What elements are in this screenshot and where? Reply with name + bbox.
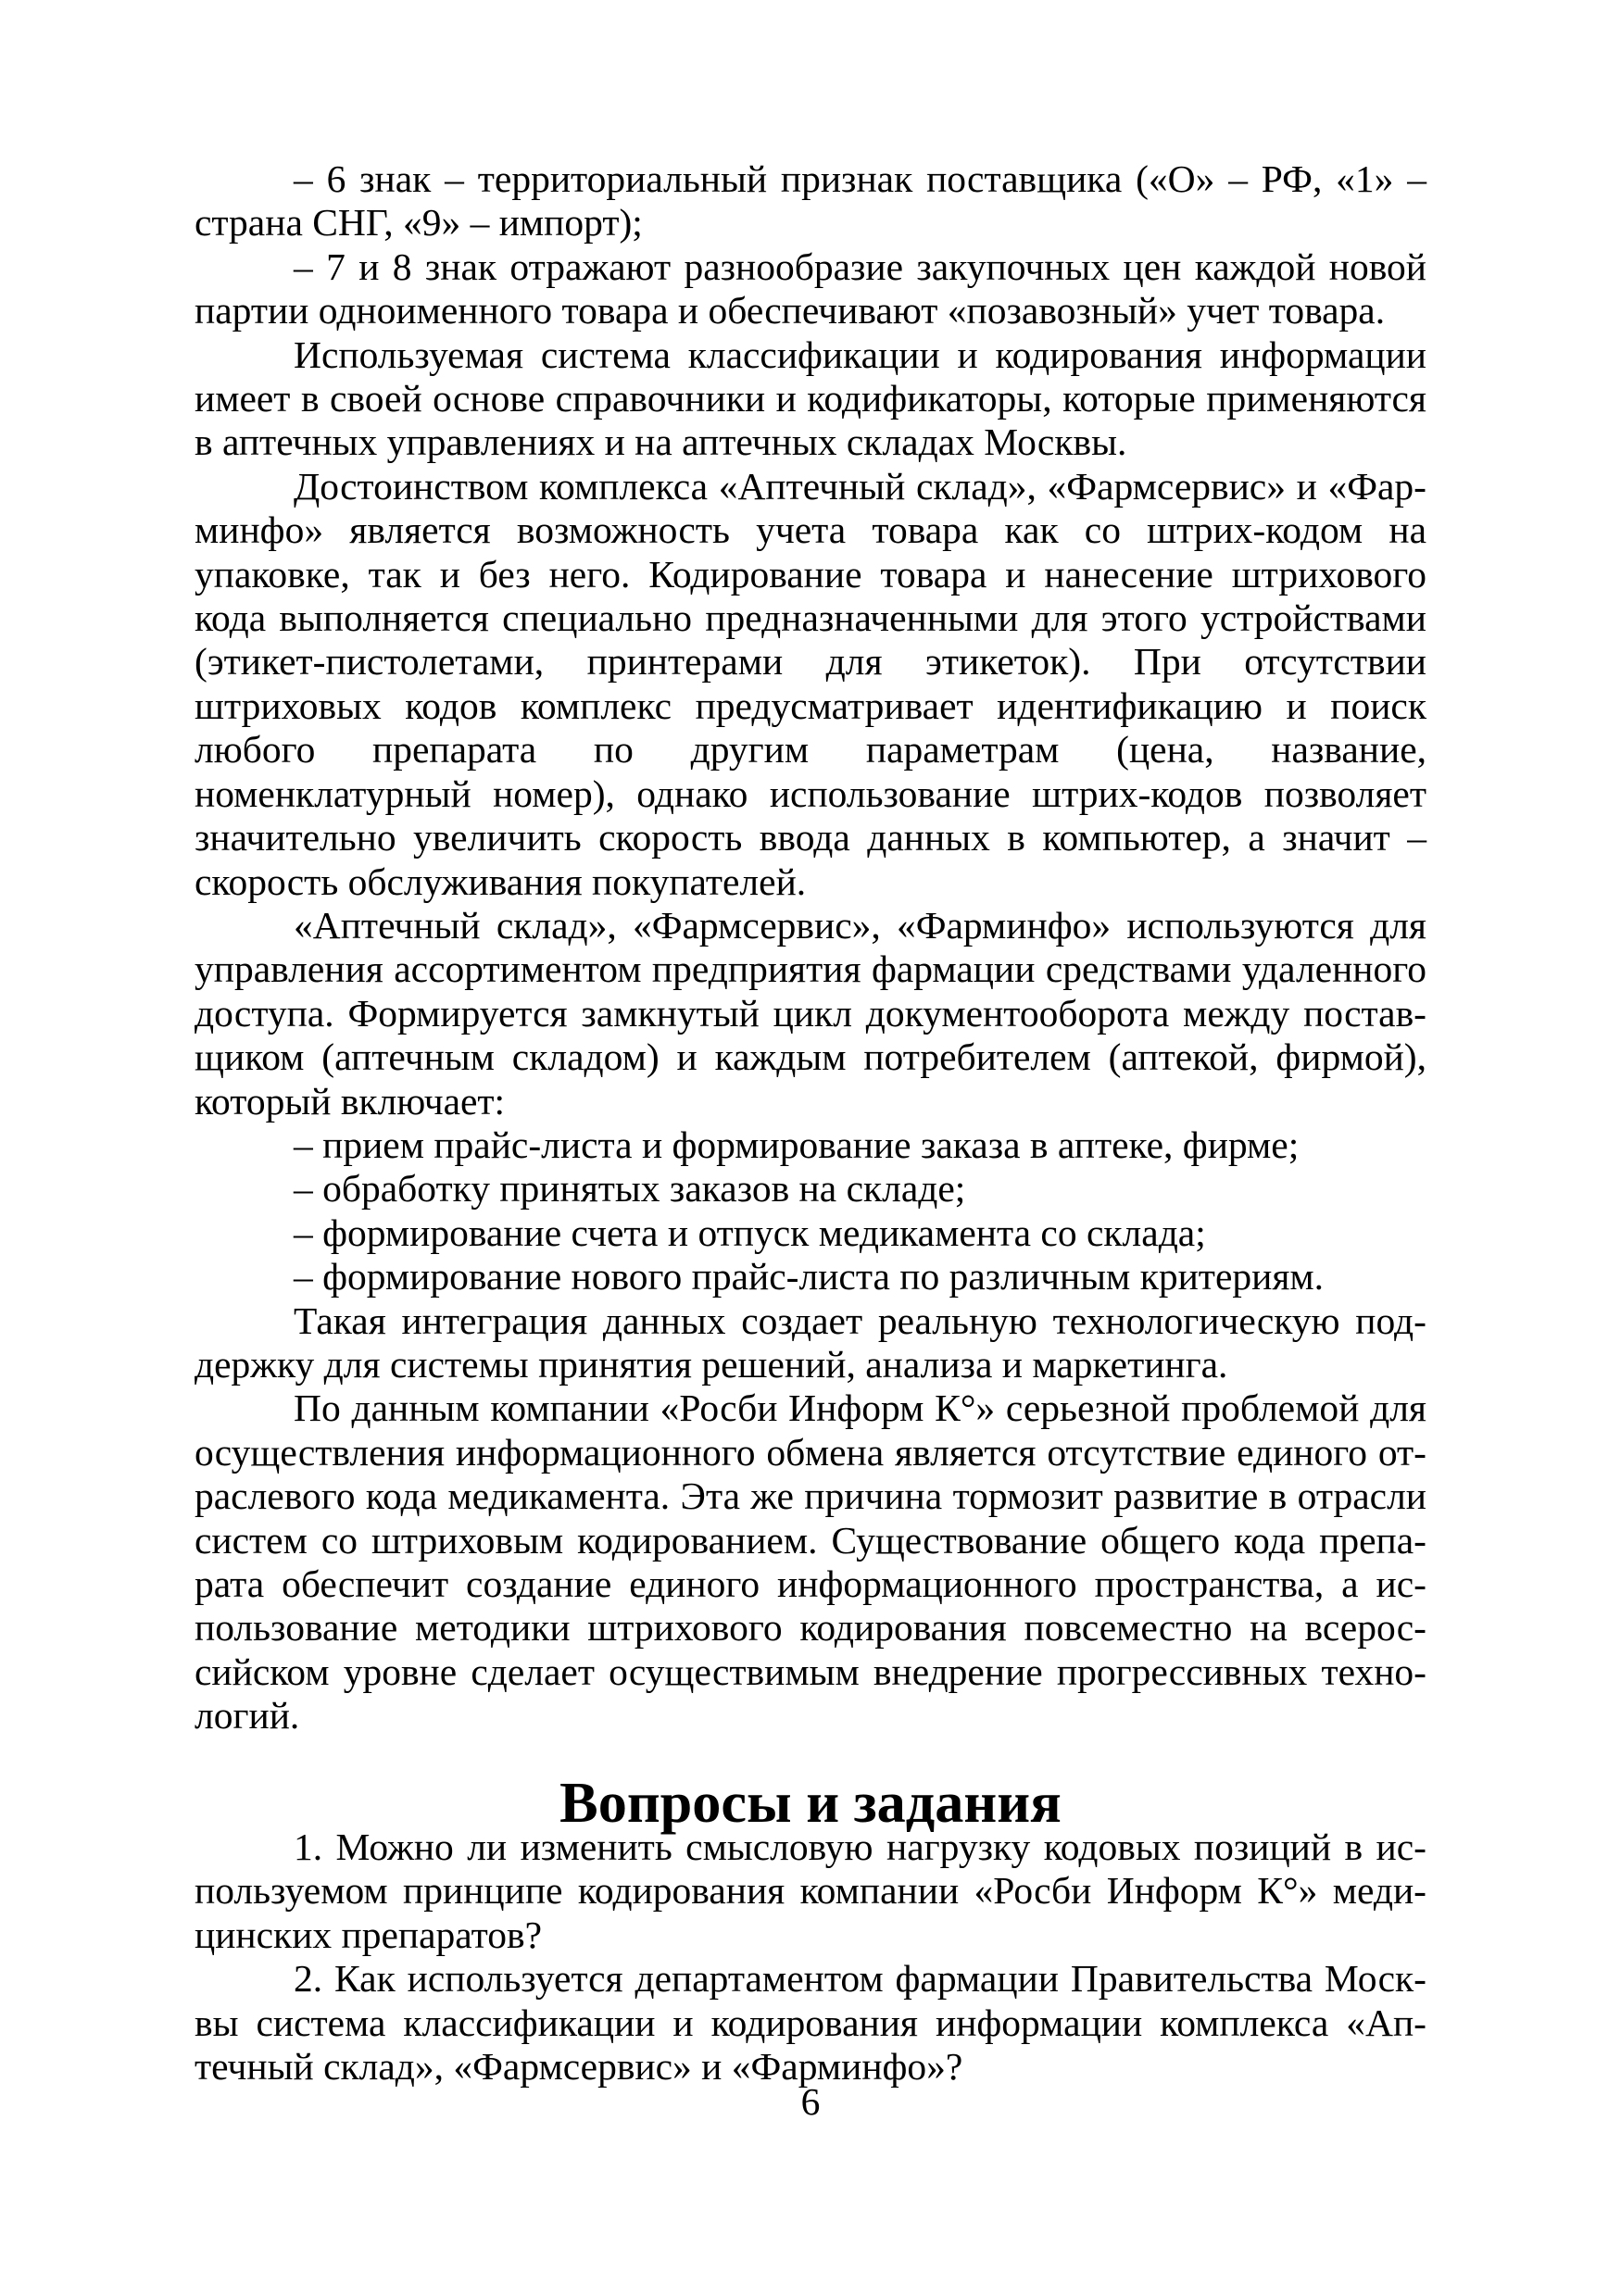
list-item-order-processing: – обработку принятых заказов на складе; <box>294 1167 966 1211</box>
question-2: 2. Как используется департаментом фармации Правительства Москвы система классификации и кодирования информации комплекса «Аптечный склад», «Фармсервис» и «Фарминфо»? <box>195 1957 1426 2089</box>
list-item-new-price-list: – формирование нового прайс-листа по различным критериям. <box>294 1255 1325 1299</box>
list-item-invoice: – формирование счета и отпуск медикамента со склада; <box>294 1211 1206 1254</box>
paragraph-assortment-management: «Аптечный склад», «Фармсервис», «Фарминфо» используются для управления ассортиментом предприятия фармации средствами удаленного доступа. Формируется замкнутый цикл документооборота между поставщиком (аптечным складом) и каждым потребителем (аптекой, фирмой), который включает: <box>195 903 1426 1123</box>
paragraph-complex-advantages: Достоинством комплекса «Аптечный склад», «Фармсервис» и «Фарминфо» является возможность учета товара как со штрих-кодом на упаковке, так и без него. Кодирование товара и нанесение штрихового кода выполняется специально предназначенными для этого устройствами (этикет-пистолетами, принтерами для этикеток). При отсутствии штриховых кодов комплекс предусматривает идентификацию и поиск любого препарата по другим параметрам (цена, название, номенклатурный номер), однако использование штрих-кодов позволяет значительно увеличить скорость ввода данных в компьютер, а значит – скорость обслуживания покупателей. <box>195 464 1426 903</box>
document-page <box>195 157 1426 2089</box>
list-item-price-list: – прием прайс-листа и формирование заказа в аптеке, фирме; <box>294 1123 1300 1166</box>
paragraph-sign-6: – 6 знак – территориальный признак поставщика («О» – РФ, «1» – страна СНГ, «9» – импорт); <box>195 157 1426 245</box>
question-1: 1. Можно ли изменить смысловую нагрузку кодовых позиций в используемом принципе кодирования компании «Росби Информ К°» медицинских препаратов? <box>195 1826 1426 1956</box>
paragraph-data-integration: Такая интеграция данных создает реальную технологическую поддержку для системы принятия решений, анализа и маркетинга. <box>195 1299 1426 1386</box>
page-number: 6 <box>800 2080 821 2123</box>
paragraph-rosbi-inform: По данным компании «Росби Информ К°» серьезной проблемой для осуществления информационного обмена является отсутствие единого отраслевого кода медикамента. Эта же причина тормозит развитие в отрасли систем со штриховым кодированием. Существование общего кода препарата обеспечит создание единого информационного пространства, а использование методики штрихового кодирования повсеместно на всероссийском уровне сделает осуществимым внедрение прогрессивных технологий. <box>195 1386 1426 1738</box>
paragraph-classification-system: Используемая система классификации и кодирования информации имеет в своей основе справочники и кодификаторы, которые применяются в аптечных управлениях и на аптечных складах Москвы. <box>195 332 1426 464</box>
section-title-questions: Вопросы и задания <box>559 1771 1062 1835</box>
paragraph-sign-7-8: – 7 и 8 знак отражают разнообразие закупочных цен каждой новой партии одноименного товара и обеспечивают «позавозный» учет товара. <box>195 245 1426 332</box>
